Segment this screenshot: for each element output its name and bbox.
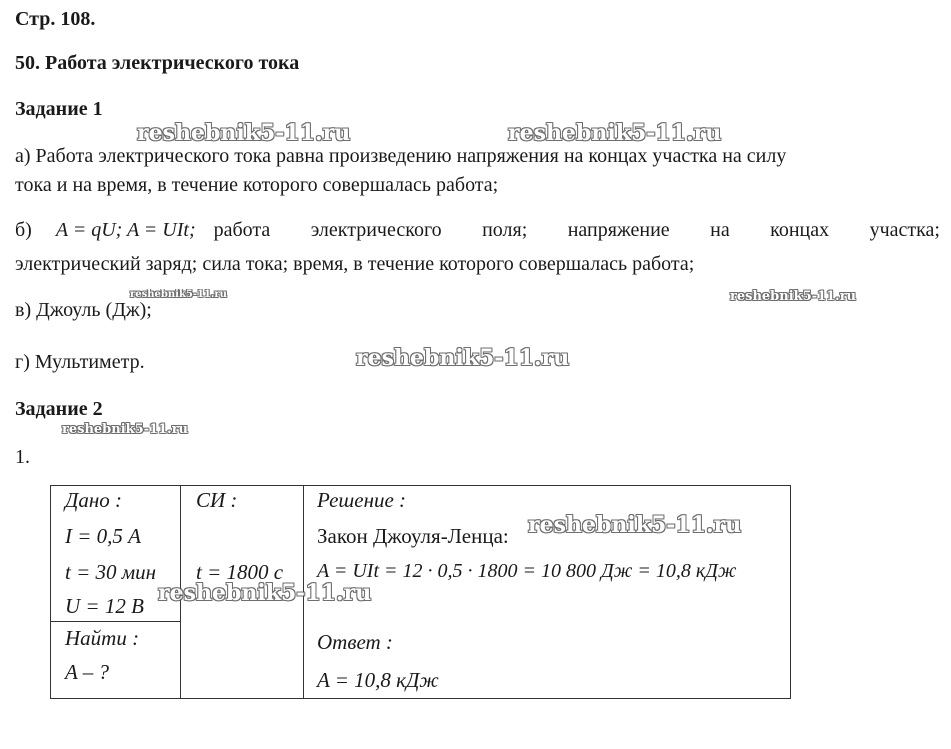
given-voltage: U = 12 В [65, 594, 144, 618]
watermark: reshebnik5-11.ru [130, 289, 227, 300]
watermark: reshebnik5-11.ru [730, 289, 857, 304]
solution-law: Закон Джоуля-Ленца: [317, 524, 509, 548]
table-divider-given [51, 621, 180, 622]
given-current: I = 0,5 А [65, 524, 141, 548]
find-value: A – ? [65, 660, 109, 684]
given-label: Дано : [65, 488, 123, 512]
task1-title: Задание 1 [15, 98, 103, 120]
watermark: reshebnik5-11.ru [508, 120, 722, 146]
si-value: t = 1800 с [196, 560, 284, 584]
task1-g: г) Мультиметр. [15, 351, 145, 373]
task1-b-line2: электрический заряд; сила тока; время, в течение которого совершалась работа; [15, 253, 695, 275]
table-divider-1 [180, 486, 181, 698]
given-time: t = 30 мин [65, 560, 157, 584]
section-title: 50. Работа электрического тока [15, 52, 300, 74]
task1-b-formula: A = qU; A = UIt; [55, 219, 196, 241]
answer-value: A = 10,8 кДж [317, 668, 439, 692]
watermark: reshebnik5-11.ru [158, 580, 372, 606]
watermark: reshebnik5-11.ru [137, 120, 351, 146]
task1-b-line1 [15, 219, 940, 242]
answer-label: Ответ : [317, 630, 393, 654]
si-label: СИ : [196, 488, 238, 512]
find-label: Найти : [65, 626, 140, 650]
task2-item-number: 1. [15, 446, 30, 468]
task1-b-rest: работа электрического поля; напряжение на концах участка; [213, 219, 940, 241]
task1-a-line2: тока и на время, в течение которого совершалась работа; [15, 174, 499, 196]
solution-formula: A = UIt = 12 · 0,5 · 1800 = 10 800 Дж = 10,8 кДж [317, 560, 737, 582]
task1-b-prefix: б) [15, 219, 32, 241]
watermark: reshebnik5-11.ru [528, 512, 742, 538]
watermark: reshebnik5-11.ru [62, 422, 189, 437]
task2-title: Задание 2 [15, 398, 103, 420]
page-label: Стр. 108. [15, 8, 96, 30]
table-divider-2 [303, 486, 304, 698]
task1-v: в) Джоуль (Дж); [15, 299, 152, 321]
solution-label: Решение : [317, 488, 407, 512]
solution-table [50, 485, 791, 699]
task1-a-line1: а) Работа электрического тока равна произведению напряжения на концах участка на силу [15, 145, 787, 167]
watermark: reshebnik5-11.ru [356, 345, 570, 371]
